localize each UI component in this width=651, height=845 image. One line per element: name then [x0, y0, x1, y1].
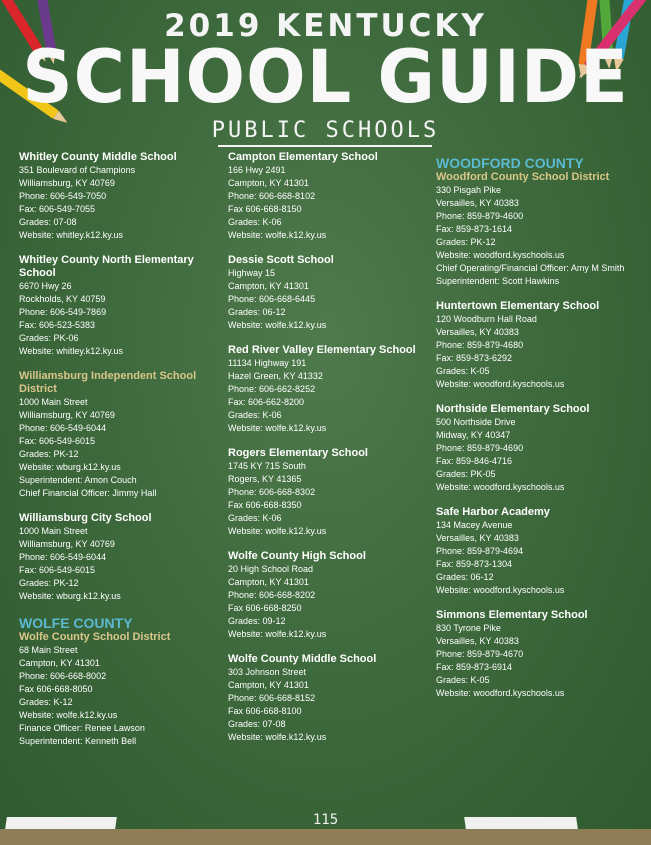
school-entry — [228, 254, 438, 332]
page-subtitle: PUBLIC SCHOOLS — [211, 118, 440, 143]
school-entry — [436, 300, 646, 391]
county-heading: WOODFORD COUNTY — [436, 155, 584, 171]
school-entry — [436, 506, 646, 597]
grades-line: Grades: K-05 — [436, 675, 490, 685]
website-line: Website: wolfe.k12.ky.us — [228, 320, 327, 330]
info-line: 1000 Main Street — [19, 397, 88, 407]
info-line: 68 Main Street — [19, 645, 78, 655]
fax-line: Fax: 606-549-6015 — [19, 436, 96, 446]
school-entry — [228, 447, 438, 538]
phone-line: Phone: 859-879-4680 — [436, 340, 524, 350]
school-name: Safe Harbor Academy — [436, 506, 550, 518]
school-entry — [228, 550, 438, 641]
school-entry — [436, 609, 646, 700]
info-line: Campton, KY 41301 — [228, 281, 309, 291]
website-line: Website: woodford.kyschools.us — [436, 482, 565, 492]
website-line: Website: wolfe.k12.ky.us — [19, 710, 118, 720]
website-line: Website: woodford.kyschools.us — [436, 585, 565, 595]
fax-line: Fax: 606-662-8200 — [228, 397, 305, 407]
school-name: Simmons Elementary School — [436, 609, 588, 621]
phone-line: Phone: 859-879-4690 — [436, 443, 524, 453]
phone-line: Phone: 606-668-8202 — [228, 590, 316, 600]
info-line: 351 Boulevard of Champions — [19, 165, 136, 175]
info-line: Versailles, KY 40383 — [436, 327, 519, 337]
fax-line: Fax: 859-846-4716 — [436, 456, 513, 466]
info-line: 166 Hwy 2491 — [228, 165, 286, 175]
website-line: Website: wolfe.k12.ky.us — [228, 230, 327, 240]
website-line: Website: wburg.k12.ky.us — [19, 591, 121, 601]
school-name: Williamsburg City School — [19, 512, 152, 524]
fax-line: Fax: 606-549-7055 — [19, 204, 96, 214]
phone-line: Phone: 606-662-8252 — [228, 384, 316, 394]
info-line: Chief Financial Officer: Jimmy Hall — [19, 488, 157, 498]
website-line: Website: whitley.k12.ky.us — [19, 230, 124, 240]
phone-line: Phone: 606-668-8102 — [228, 191, 316, 201]
info-line: 134 Macey Avenue — [436, 520, 513, 530]
info-line: Chief Operating/Financial Officer: Amy M Smith — [436, 263, 625, 273]
column-2 — [228, 151, 438, 756]
info-line: Superintendent: Scott Hawkins — [436, 276, 560, 286]
grades-line: Grades: 07-08 — [19, 217, 77, 227]
school-name: Whitley County North Elementary School — [19, 254, 194, 279]
grades-line: Grades: PK-12 — [19, 449, 79, 459]
info-line: Versailles, KY 40383 — [436, 198, 519, 208]
phone-line: Phone: 606-549-6044 — [19, 552, 107, 562]
phone-line: Phone: 606-549-7050 — [19, 191, 107, 201]
grades-line: Grades: PK-06 — [19, 333, 79, 343]
website-line: Website: woodford.kyschools.us — [436, 250, 565, 260]
info-line: 500 Northside Drive — [436, 417, 516, 427]
info-line: Versailles, KY 40383 — [436, 636, 519, 646]
info-line: 303 Johnson Street — [228, 667, 307, 677]
school-entry — [228, 151, 438, 242]
info-line: 1000 Main Street — [19, 526, 88, 536]
phone-line: Phone: 606-668-6445 — [228, 294, 316, 304]
info-line: Campton, KY 41301 — [19, 658, 100, 668]
header-year-line: 2019 KENTUCKY — [164, 8, 487, 44]
grades-line: Grades: 06-12 — [436, 572, 494, 582]
info-line: 20 High School Road — [228, 564, 314, 574]
info-line: 330 Pisgah Pike — [436, 185, 502, 195]
column-3 — [436, 151, 646, 712]
district-name: Wolfe County School District — [19, 631, 171, 643]
chalk-tray — [0, 829, 651, 845]
info-line: 1745 KY 715 South — [228, 461, 306, 471]
school-name: Wolfe County High School — [228, 550, 366, 562]
fax-line: Fax 606-668-8050 — [19, 684, 93, 694]
district-entry — [436, 171, 646, 288]
website-line: Website: whitley.k12.ky.us — [19, 346, 124, 356]
phone-line: Phone: 606-549-6044 — [19, 423, 107, 433]
fax-line: Fax: 859-873-6292 — [436, 353, 513, 363]
info-line: Rockholds, KY 40759 — [19, 294, 106, 304]
school-entry — [436, 403, 646, 494]
website-line: Website: wburg.k12.ky.us — [19, 462, 121, 472]
district-name: Williamsburg Independent School District — [19, 370, 197, 395]
info-line: Campton, KY 41301 — [228, 178, 309, 188]
info-line: Williamsburg, KY 40769 — [19, 178, 115, 188]
info-line: Superintendent: Kenneth Bell — [19, 736, 137, 746]
phone-line: Phone: 859-879-4694 — [436, 546, 524, 556]
phone-line: Phone: 606-549-7869 — [19, 307, 107, 317]
school-name: Rogers Elementary School — [228, 447, 368, 459]
district-entry — [19, 370, 229, 500]
grades-line: Grades: PK-05 — [436, 469, 496, 479]
website-line: Website: wolfe.k12.ky.us — [228, 526, 327, 536]
info-line: Williamsburg, KY 40769 — [19, 410, 115, 420]
info-line: Rogers, KY 41365 — [228, 474, 302, 484]
info-line: Williamsburg, KY 40769 — [19, 539, 115, 549]
school-name: Campton Elementary School — [228, 151, 378, 163]
phone-line: Phone: 859-879-4670 — [436, 649, 524, 659]
fax-line: Fax: 859-873-6914 — [436, 662, 513, 672]
school-entry — [19, 512, 229, 603]
fax-line: Fax: 606-523-5383 — [19, 320, 96, 330]
page-title: SCHOOL GUIDE — [22, 33, 629, 121]
fax-line: Fax: 859-873-1614 — [436, 224, 513, 234]
info-line: Highway 15 — [228, 268, 276, 278]
school-entry — [19, 254, 229, 358]
fax-line: Fax 606-668-8100 — [228, 706, 302, 716]
info-line: Campton, KY 41301 — [228, 680, 309, 690]
website-line: Website: wolfe.k12.ky.us — [228, 423, 327, 433]
website-line: Website: woodford.kyschools.us — [436, 688, 565, 698]
grades-line: Grades: 09-12 — [228, 616, 286, 626]
fax-line: Fax: 859-873-1304 — [436, 559, 513, 569]
county-heading: WOLFE COUNTY — [19, 615, 133, 631]
info-line: Finance Officer: Renee Lawson — [19, 723, 145, 733]
school-entry — [228, 344, 438, 435]
school-name: Red River Valley Elementary School — [228, 344, 416, 356]
grades-line: Grades: K-12 — [19, 697, 73, 707]
info-line: 120 Woodburn Hall Road — [436, 314, 537, 324]
school-name: Huntertown Elementary School — [436, 300, 600, 312]
info-line: 11134 Highway 191 — [228, 358, 307, 368]
fax-line: Fax 606-668-8350 — [228, 500, 302, 510]
info-line: Superintendent: Amon Couch — [19, 475, 137, 485]
website-line: Website: wolfe.k12.ky.us — [228, 732, 327, 742]
school-name: Dessie Scott School — [228, 254, 334, 266]
info-line: 830 Tyrone Pike — [436, 623, 501, 633]
website-line: Website: woodford.kyschools.us — [436, 379, 565, 389]
info-line: Midway, KY 40347 — [436, 430, 511, 440]
info-line: 6670 Hwy 26 — [19, 281, 72, 291]
fax-line: Fax 606-668-8150 — [228, 204, 302, 214]
grades-line: Grades: K-06 — [228, 410, 282, 420]
phone-line: Phone: 606-668-8152 — [228, 693, 316, 703]
school-name: Wolfe County Middle School — [228, 653, 377, 665]
info-line: Campton, KY 41301 — [228, 577, 309, 587]
school-entry — [228, 653, 438, 744]
grades-line: Grades: 07-08 — [228, 719, 286, 729]
grades-line: Grades: PK-12 — [436, 237, 496, 247]
school-name: Whitley County Middle School — [19, 151, 177, 163]
district-entry — [19, 631, 229, 748]
grades-line: Grades: K-06 — [228, 513, 282, 523]
phone-line: Phone: 859-879-4600 — [436, 211, 524, 221]
grades-line: Grades: PK-12 — [19, 578, 79, 588]
website-line: Website: wolfe.k12.ky.us — [228, 629, 327, 639]
fax-line: Fax: 606-549-6015 — [19, 565, 96, 575]
school-entry — [19, 151, 229, 242]
info-line: Hazel Green, KY 41332 — [228, 371, 323, 381]
info-line: Versailles, KY 40383 — [436, 533, 519, 543]
fax-line: Fax 606-668-8250 — [228, 603, 302, 613]
district-name: Woodford County School District — [436, 171, 610, 183]
phone-line: Phone: 606-668-8002 — [19, 671, 107, 681]
subtitle-underline — [218, 145, 432, 147]
page-number: 115 — [312, 812, 339, 828]
grades-line: Grades: K-05 — [436, 366, 490, 376]
grades-line: Grades: K-06 — [228, 217, 282, 227]
column-1 — [19, 151, 229, 760]
school-name: Northside Elementary School — [436, 403, 590, 415]
grades-line: Grades: 06-12 — [228, 307, 286, 317]
phone-line: Phone: 606-668-8302 — [228, 487, 316, 497]
